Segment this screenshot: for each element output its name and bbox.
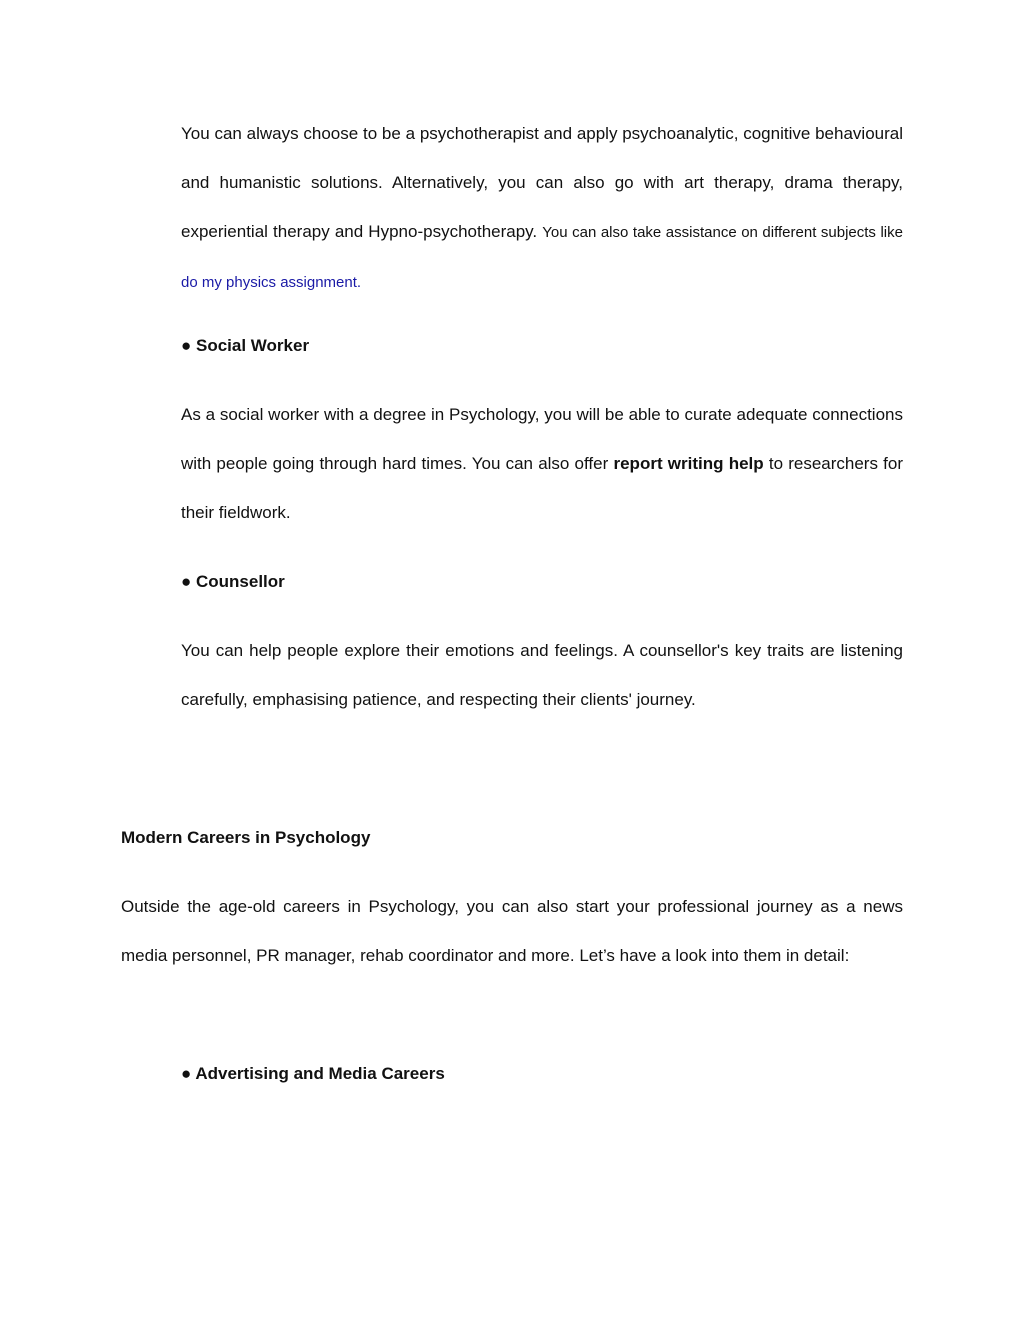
social-worker-heading: ● Social Worker xyxy=(181,336,310,355)
modern-careers-heading: Modern Careers in Psychology xyxy=(121,828,371,847)
social-worker-text: As a social worker with a degree in Psychology, you will be able to curate adequate connections with people going through hard times. You can also offer xyxy=(181,405,903,473)
report-writing-help-text: report writing help xyxy=(613,454,764,473)
social-worker-text-end: to researchers for their fieldwork. xyxy=(181,454,903,522)
physics-assignment-link[interactable]: do my physics assignment xyxy=(181,274,357,291)
social-worker-paragraph xyxy=(181,390,903,537)
modern-careers-paragraph: Outside the age-old careers in Psychology, you can also start your professional journey as a news media personnel, PR manager, rehab coordinator and more. Let’s have a look into them in detail: xyxy=(121,897,903,965)
counsellor-heading: ● Counsellor xyxy=(181,572,285,591)
advertising-heading: ● Advertising and Media Careers xyxy=(181,1064,445,1083)
psychotherapist-paragraph xyxy=(181,109,903,307)
psychotherapist-text: You can always choose to be a psychotherapist and apply psychoanalytic, cognitive behavioural and humanistic solutions. Alternatively, you can also go with art therapy, drama therapy, experiential therapy and Hypno-psychotherapy. xyxy=(181,124,903,241)
assistance-text: You can also take assistance on different subjects like xyxy=(542,224,903,241)
counsellor-paragraph: You can help people explore their emotions and feelings. A counsellor's key traits are listening carefully, emphasising patience, and respecting their clients' journey. xyxy=(181,641,903,709)
link-period: . xyxy=(356,274,362,291)
